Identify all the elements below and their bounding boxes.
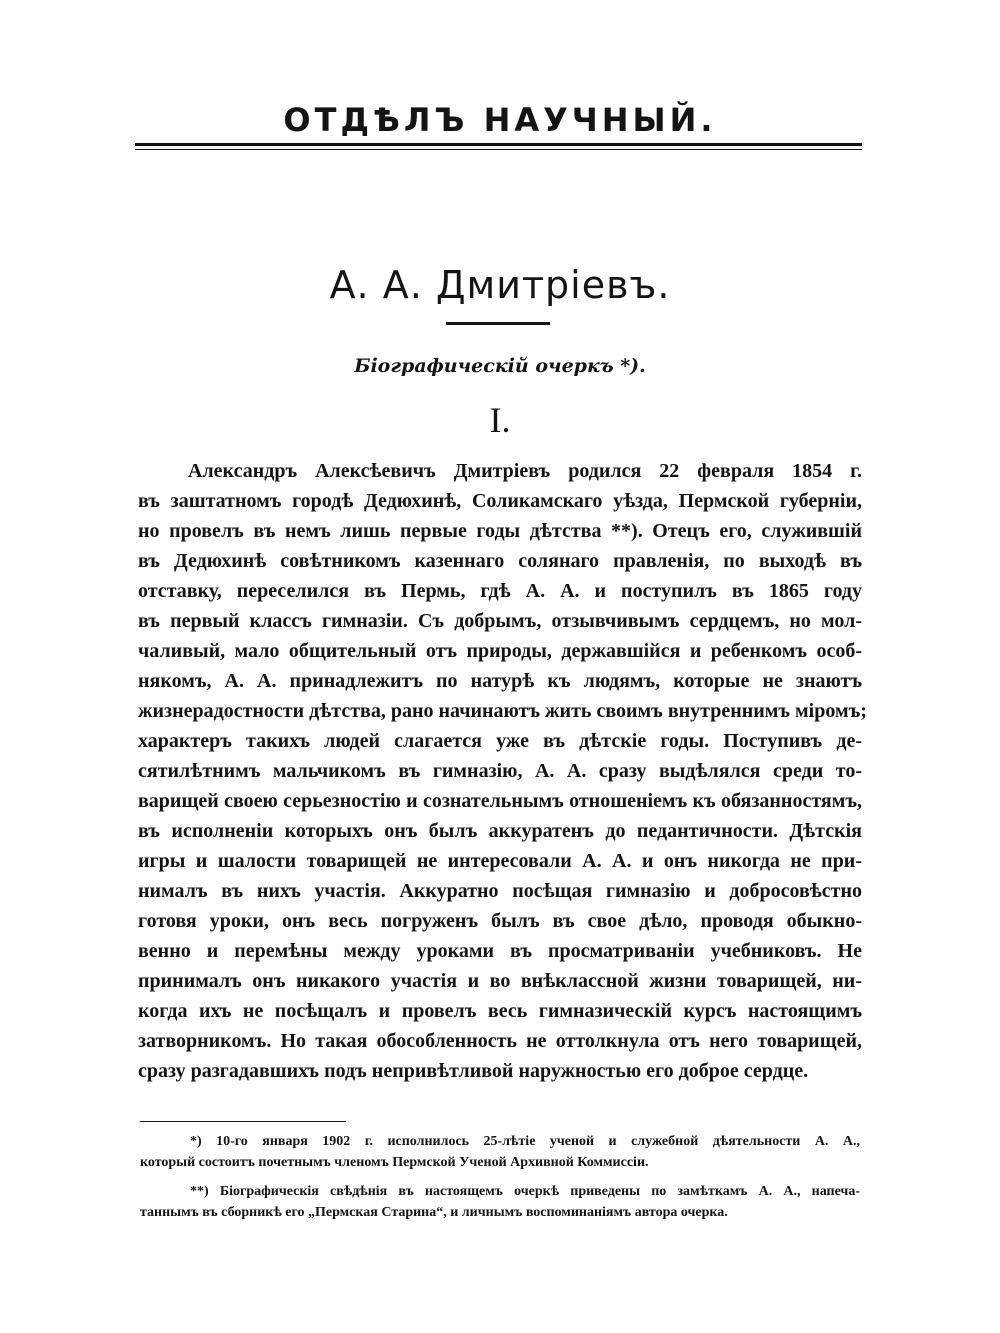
- footnote-1: [140, 1131, 860, 1173]
- body-line: варищей своею серьезностію и сознательнымъ отношеніемъ къ обязанностямъ,: [138, 790, 862, 812]
- body-line: нималъ въ нихъ участія. Аккуратно посѣщая гимназію и добросовѣстно: [138, 880, 862, 902]
- body-line: характеръ такихъ людей слагается уже въ дѣтскіе годы. Поступивъ де-: [138, 730, 862, 752]
- footnote-2: [140, 1181, 860, 1223]
- body-line: въ первый классъ гимназіи. Съ добрымъ, отзывчивымъ сердцемъ, но мол-: [138, 610, 862, 632]
- body-line: венно и перемѣны между уроками въ просматриваніи учебниковъ. Не: [138, 940, 862, 962]
- body-line: Александръ Алексѣевичъ Дмитріевъ родился 22 февраля 1854 г.: [188, 460, 862, 482]
- header-rule-thick: [135, 143, 862, 146]
- article-subtitle: Біографическій очеркъ *).: [354, 355, 646, 377]
- footnote-line: который состоитъ почетнымъ членомъ Пермской Ученой Архивной Коммиссіи.: [140, 1155, 649, 1170]
- body-line: сятилѣтнимъ мальчикомъ въ гимназію, А. А. сразу выдѣлялся среди то-: [138, 760, 862, 782]
- header-rule-thin: [135, 149, 862, 150]
- body-line: принималъ онъ никакого участія и во внѣклассной жизни товарищей, ни-: [138, 970, 862, 992]
- footnote-line: *) 10-го января 1902 г. исполнилось 25-лѣтіе ученой и служебной дѣятельности А. А.,: [190, 1134, 860, 1149]
- body-line: затворникомъ. Но такая обособленность не оттолкнула отъ него товарищей,: [138, 1030, 862, 1052]
- footnote-line: **) Біографическія свѣдѣнія въ настоящемъ очеркѣ приведены по замѣткамъ А. А., напеча-: [190, 1184, 860, 1199]
- body-line: чаливый, мало общительный отъ природы, державшійся и ребенкомъ особ-: [138, 640, 862, 662]
- body-line: жизнерадостности дѣтства, рано начинаютъ жить своимъ внутреннимъ міромъ;: [138, 700, 867, 722]
- body-line: когда ихъ не посѣщалъ и провелъ весь гимназическій курсъ настоящимъ: [138, 1000, 862, 1022]
- article-title: А. А. Дмитріевъ.: [329, 263, 671, 307]
- body-line: някомъ, А. А. принадлежитъ по натурѣ къ людямъ, которые не знаютъ: [138, 670, 862, 692]
- body-line: въ исполненіи которыхъ онъ былъ аккуратенъ до педантичности. Дѣтскія: [138, 820, 862, 842]
- title-rule: [446, 322, 550, 325]
- body-line: отставку, переселился въ Пермь, гдѣ А. А. и поступилъ въ 1865 году: [138, 580, 862, 602]
- body-line: но провелъ въ немъ лишь первые годы дѣтства **). Отецъ его, служившій: [138, 520, 862, 542]
- body-line: игры и шалости товарищей не интересовали А. А. и онъ никогда не при-: [138, 850, 862, 872]
- footnote-gap: [140, 1173, 860, 1181]
- section-header: ОТДѢЛЪ НАУЧНЫЙ.: [283, 101, 717, 139]
- body-line: готовя уроки, онъ весь погруженъ былъ въ свое дѣло, проводя обыкно-: [138, 910, 862, 932]
- body-line: сразу разгадавшихъ подъ непривѣтливой наружностью его доброе сердце.: [138, 1060, 809, 1082]
- body-line: въ Дедюхинѣ совѣтникомъ казеннаго солянаго правленія, по выходѣ въ: [138, 550, 862, 572]
- footnote-line: таннымъ въ сборникѣ его „Пермская Старина“, и личнымъ воспоминаніямъ автора очерка.: [140, 1205, 728, 1220]
- body-paragraph: [138, 456, 867, 1086]
- chapter-number: I.: [489, 400, 511, 440]
- body-line: въ заштатномъ городѣ Дедюхинѣ, Соликамскаго уѣзда, Пермской губерніи,: [138, 490, 862, 512]
- footnote-separator: [140, 1121, 346, 1122]
- footnotes: [140, 1131, 860, 1223]
